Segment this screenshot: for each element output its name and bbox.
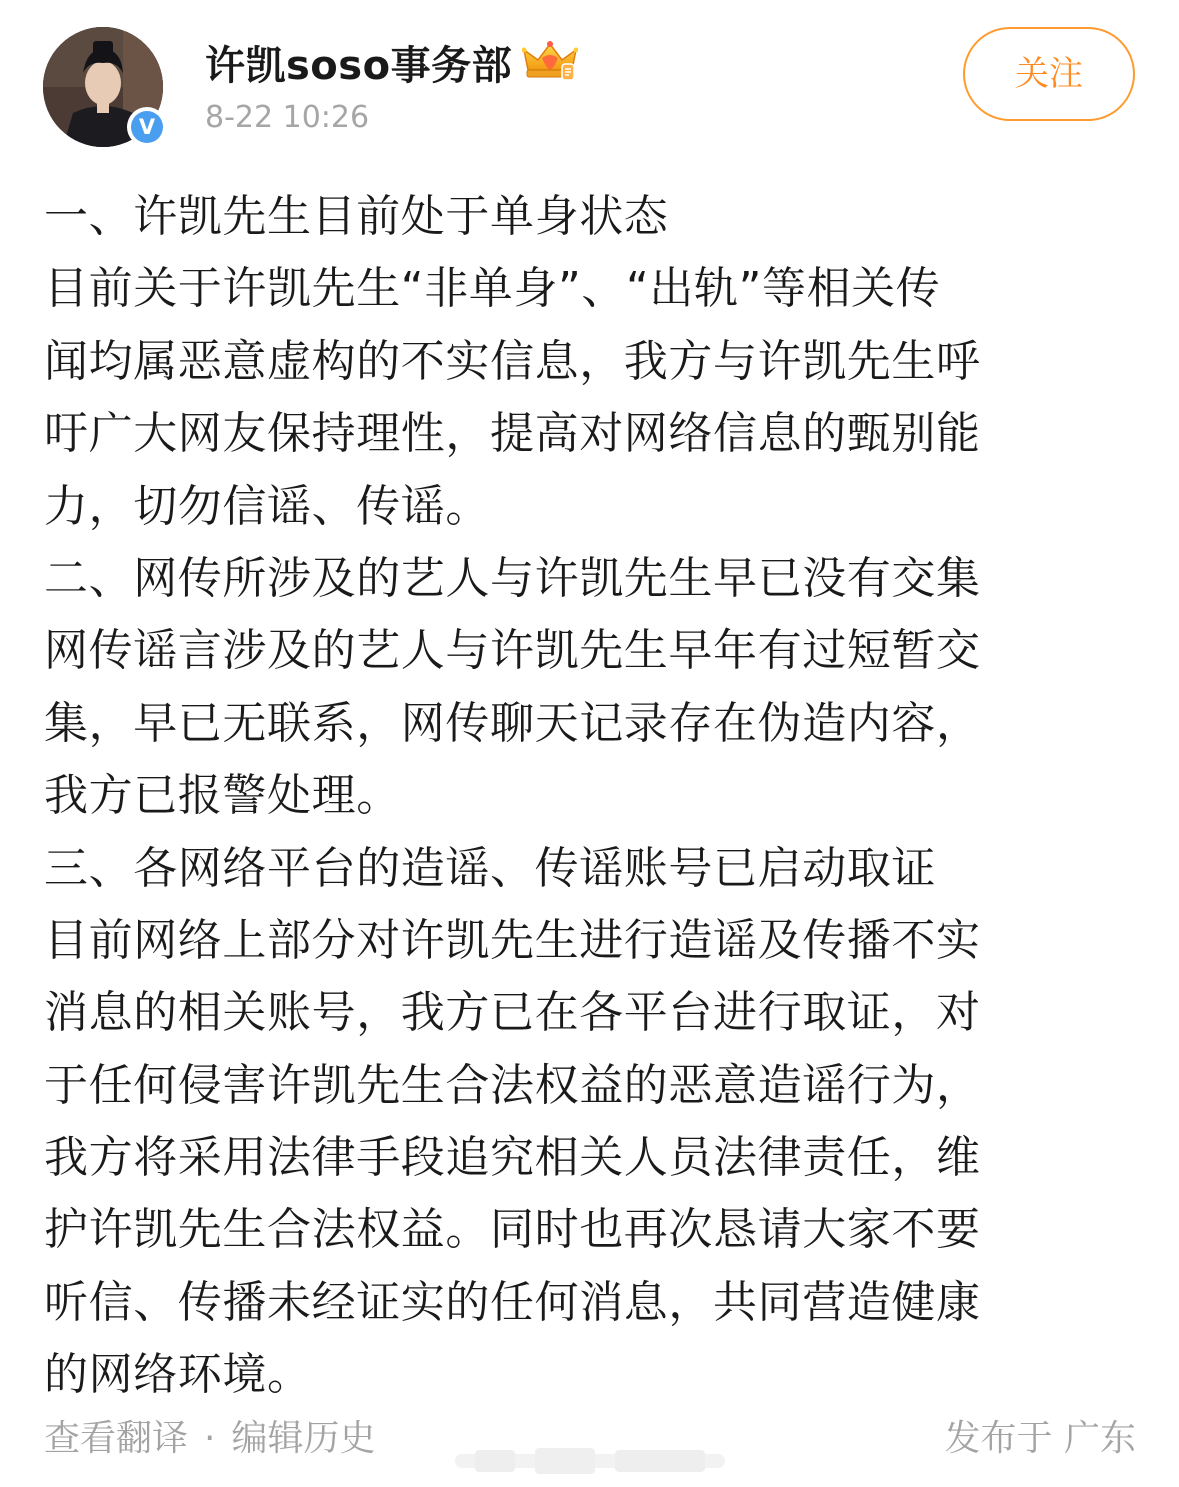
post-header — [0, 0, 1179, 160]
footer-separator: · — [204, 1418, 216, 1459]
post-body — [44, 181, 1140, 1412]
post-text-line: 集，早已无联系，网传聊天记录存在伪造内容， — [44, 697, 981, 749]
post-text-line: 听信、传播未经证实的任何消息，共同营造健康 — [44, 1276, 981, 1328]
crown-badge-icon[interactable] — [522, 40, 578, 84]
footer-actions — [44, 1411, 375, 1467]
post-timestamp: 8-22 10:26 — [205, 100, 370, 135]
translate-link[interactable]: 查看翻译 — [44, 1418, 189, 1459]
post-text-line: 的网络环境。 — [44, 1349, 312, 1401]
verified-badge-mark: V — [131, 111, 163, 143]
watermark-icon — [455, 1440, 725, 1480]
post-text-line: 目前网络上部分对许凯先生进行造谣及传播不实 — [44, 914, 981, 966]
username[interactable]: 许凯soso事务部 — [205, 42, 513, 89]
post-text-line: 吁广大网友保持理性，提高对网络信息的甄别能 — [44, 408, 981, 460]
post-text-line: 网传谣言涉及的艺人与许凯先生早年有过短暂交 — [44, 625, 981, 677]
post-text-line: 于任何侵害许凯先生合法权益的恶意造谣行为， — [44, 1059, 981, 1111]
username-row — [205, 34, 578, 90]
post-text-line: 消息的相关账号，我方已在各平台进行取证，对 — [44, 987, 981, 1039]
post-text-line: 目前关于许凯先生“非单身”、“出轨”等相关传 — [44, 263, 941, 315]
follow-button[interactable]: 关注 — [963, 27, 1135, 121]
post-text-line: 护许凯先生合法权益。同时也再次恳请大家不要 — [44, 1204, 981, 1256]
post-text-line: 我方已报警处理。 — [44, 770, 401, 822]
verified-badge-icon — [127, 107, 167, 147]
post-text-line: 三、各网络平台的造谣、传谣账号已启动取证 — [44, 842, 936, 894]
post-text-line: 力，切勿信谣、传谣。 — [44, 480, 490, 532]
post-text-line: 一、许凯先生目前处于单身状态 — [44, 191, 669, 242]
post-text-line: 二、网传所涉及的艺人与许凯先生早已没有交集 — [44, 552, 981, 604]
post-location: 发布于 广东 — [944, 1418, 1136, 1459]
edit-history-link[interactable]: 编辑历史 — [231, 1418, 376, 1459]
post-text-line: 我方将采用法律手段追究相关人员法律责任，维 — [44, 1132, 981, 1184]
post-text-line: 闻均属恶意虚构的不实信息，我方与许凯先生呼 — [44, 335, 981, 387]
